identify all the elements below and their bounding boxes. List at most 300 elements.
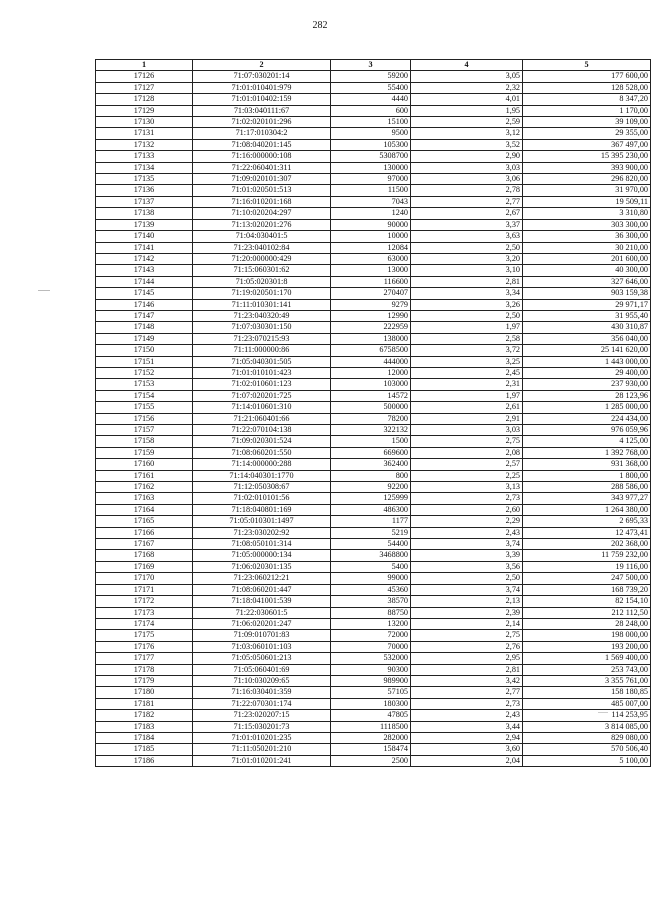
row-number-cell: 17129: [96, 105, 193, 116]
value-cell: 903 159,38: [523, 288, 651, 299]
value-cell: 296 820,00: [523, 174, 651, 185]
value-cell: 19 116,00: [523, 561, 651, 572]
table-row: [96, 265, 651, 276]
row-number-cell: 17171: [96, 584, 193, 595]
cadastral-number-cell: 71:11:000000:86: [193, 345, 331, 356]
cadastral-number-cell: 71:01:010201:241: [193, 755, 331, 766]
cadastral-number-cell: 71:01:010401:979: [193, 82, 331, 93]
rate-cell: 1,95: [411, 105, 523, 116]
cadastral-number-cell: 71:11:050201:210: [193, 744, 331, 755]
table-row: [96, 402, 651, 413]
area-cell: 14572: [331, 390, 411, 401]
area-cell: 72000: [331, 630, 411, 641]
area-cell: 54400: [331, 539, 411, 550]
area-cell: 5400: [331, 561, 411, 572]
rate-cell: 3,60: [411, 744, 523, 755]
table-row: [96, 436, 651, 447]
area-cell: 5308700: [331, 151, 411, 162]
table-row: [96, 242, 651, 253]
value-cell: 1 443 000,00: [523, 356, 651, 367]
value-cell: 4 125,00: [523, 436, 651, 447]
row-number-cell: 17167: [96, 539, 193, 550]
value-cell: 202 368,00: [523, 539, 651, 550]
cadastral-number-cell: 71:01:020501:513: [193, 185, 331, 196]
value-cell: 327 646,00: [523, 276, 651, 287]
row-number-cell: 17183: [96, 721, 193, 732]
cadastral-number-cell: 71:02:020101:296: [193, 117, 331, 128]
rate-cell: 2,94: [411, 732, 523, 743]
area-cell: 362400: [331, 459, 411, 470]
row-number-cell: 17147: [96, 310, 193, 321]
value-cell: 31 970,00: [523, 185, 651, 196]
value-cell: 28 123,96: [523, 390, 651, 401]
row-number-cell: 17137: [96, 196, 193, 207]
area-cell: 669600: [331, 447, 411, 458]
cadastral-number-cell: 71:20:000000:429: [193, 253, 331, 264]
row-number-cell: 17180: [96, 687, 193, 698]
cadastral-number-cell: 71:01:010402:159: [193, 94, 331, 105]
rate-cell: 2,81: [411, 276, 523, 287]
row-number-cell: 17134: [96, 162, 193, 173]
table-row: [96, 618, 651, 629]
rate-cell: 3,25: [411, 356, 523, 367]
table-row: [96, 128, 651, 139]
value-cell: 15 395 230,00: [523, 151, 651, 162]
rate-cell: 2,76: [411, 641, 523, 652]
area-cell: 1240: [331, 208, 411, 219]
area-cell: 125999: [331, 493, 411, 504]
cadastral-number-cell: 71:06:020201:247: [193, 618, 331, 629]
value-cell: 1 800,00: [523, 470, 651, 481]
area-cell: 322132: [331, 425, 411, 436]
area-cell: 1500: [331, 436, 411, 447]
rate-cell: 2,95: [411, 653, 523, 664]
cadastral-number-cell: 71:18:040801:169: [193, 504, 331, 515]
table-row: [96, 653, 651, 664]
table-row: [96, 185, 651, 196]
value-cell: 1 569 400,00: [523, 653, 651, 664]
row-number-cell: 17173: [96, 607, 193, 618]
row-number-cell: 17130: [96, 117, 193, 128]
table-row: [96, 288, 651, 299]
table-row: [96, 367, 651, 378]
rate-cell: 3,26: [411, 299, 523, 310]
row-number-cell: 17127: [96, 82, 193, 93]
table-row: [96, 390, 651, 401]
value-cell: 30 210,00: [523, 242, 651, 253]
row-number-cell: 17138: [96, 208, 193, 219]
cadastral-number-cell: 71:23:020207:15: [193, 710, 331, 721]
value-cell: 201 600,00: [523, 253, 651, 264]
rate-cell: 2,59: [411, 117, 523, 128]
value-cell: 19 509,11: [523, 196, 651, 207]
area-cell: 270407: [331, 288, 411, 299]
cadastral-number-cell: 71:10:030209:65: [193, 675, 331, 686]
area-cell: 444000: [331, 356, 411, 367]
area-cell: 12990: [331, 310, 411, 321]
cadastral-number-cell: 71:08:060201:447: [193, 584, 331, 595]
rate-cell: 2,43: [411, 710, 523, 721]
rate-cell: 2,61: [411, 402, 523, 413]
rate-cell: 2,73: [411, 493, 523, 504]
area-cell: 11500: [331, 185, 411, 196]
column-header-2: 2: [193, 60, 331, 71]
value-cell: 1 170,00: [523, 105, 651, 116]
area-cell: 47805: [331, 710, 411, 721]
rate-cell: 2,08: [411, 447, 523, 458]
table-row: [96, 162, 651, 173]
table-row: [96, 447, 651, 458]
rate-cell: 2,77: [411, 687, 523, 698]
cadastral-number-cell: 71:16:000000:108: [193, 151, 331, 162]
value-cell: 253 743,00: [523, 664, 651, 675]
row-number-cell: 17136: [96, 185, 193, 196]
row-number-cell: 17179: [96, 675, 193, 686]
table-row: [96, 459, 651, 470]
column-header-5: 5: [523, 60, 651, 71]
area-cell: 70000: [331, 641, 411, 652]
area-cell: 7043: [331, 196, 411, 207]
table-row: [96, 573, 651, 584]
area-cell: 222959: [331, 322, 411, 333]
value-cell: 168 739,20: [523, 584, 651, 595]
table-row: [96, 356, 651, 367]
cadastral-number-cell: 71:14:000000:288: [193, 459, 331, 470]
table-row: [96, 333, 651, 344]
table-row: [96, 425, 651, 436]
table-row: [96, 482, 651, 493]
row-number-cell: 17164: [96, 504, 193, 515]
cadastral-number-cell: 71:14:040301:1770: [193, 470, 331, 481]
cadastral-number-cell: 71:14:010601:310: [193, 402, 331, 413]
row-number-cell: 17165: [96, 516, 193, 527]
cadastral-number-cell: 71:11:010301:141: [193, 299, 331, 310]
area-cell: 63000: [331, 253, 411, 264]
table-row: [96, 527, 651, 538]
area-cell: 10000: [331, 231, 411, 242]
table-row: [96, 675, 651, 686]
rate-cell: 2,32: [411, 82, 523, 93]
area-cell: 97000: [331, 174, 411, 185]
row-number-cell: 17152: [96, 367, 193, 378]
row-number-cell: 17133: [96, 151, 193, 162]
data-table: [95, 59, 651, 767]
rate-cell: 2,04: [411, 755, 523, 766]
rate-cell: 2,58: [411, 333, 523, 344]
table-row: [96, 630, 651, 641]
rate-cell: 3,03: [411, 425, 523, 436]
table-row: [96, 664, 651, 675]
row-number-cell: 17174: [96, 618, 193, 629]
row-number-cell: 17148: [96, 322, 193, 333]
cadastral-number-cell: 71:19:020501:170: [193, 288, 331, 299]
area-cell: 38570: [331, 596, 411, 607]
row-number-cell: 17131: [96, 128, 193, 139]
cadastral-number-cell: 71:23:060212:21: [193, 573, 331, 584]
row-number-cell: 17142: [96, 253, 193, 264]
area-cell: 103000: [331, 379, 411, 390]
cadastral-number-cell: 71:07:030301:150: [193, 322, 331, 333]
cadastral-number-cell: 71:05:040301:505: [193, 356, 331, 367]
table-row: [96, 174, 651, 185]
row-number-cell: 17157: [96, 425, 193, 436]
cadastral-number-cell: 71:22:070104:138: [193, 425, 331, 436]
row-number-cell: 17182: [96, 710, 193, 721]
row-number-cell: 17178: [96, 664, 193, 675]
value-cell: 303 300,00: [523, 219, 651, 230]
cadastral-number-cell: 71:22:070301:174: [193, 698, 331, 709]
area-cell: 130000: [331, 162, 411, 173]
cadastral-number-cell: 71:22:030601:5: [193, 607, 331, 618]
value-cell: 393 900,00: [523, 162, 651, 173]
area-cell: 99000: [331, 573, 411, 584]
rate-cell: 2,91: [411, 413, 523, 424]
rate-cell: 3,74: [411, 584, 523, 595]
row-number-cell: 17140: [96, 231, 193, 242]
area-cell: 180300: [331, 698, 411, 709]
value-cell: 237 930,00: [523, 379, 651, 390]
cadastral-number-cell: 71:05:020301:8: [193, 276, 331, 287]
rate-cell: 3,13: [411, 482, 523, 493]
rate-cell: 3,63: [411, 231, 523, 242]
table-row: [96, 493, 651, 504]
area-cell: 90300: [331, 664, 411, 675]
area-cell: 989900: [331, 675, 411, 686]
value-cell: 5 100,00: [523, 755, 651, 766]
area-cell: 138000: [331, 333, 411, 344]
scan-mark-left: [38, 290, 50, 291]
row-number-cell: 17128: [96, 94, 193, 105]
row-number-cell: 17158: [96, 436, 193, 447]
rate-cell: 3,10: [411, 265, 523, 276]
value-cell: 128 528,00: [523, 82, 651, 93]
row-number-cell: 17145: [96, 288, 193, 299]
table-row: [96, 755, 651, 766]
area-cell: 88750: [331, 607, 411, 618]
table-row: [96, 504, 651, 515]
value-cell: 29 355,00: [523, 128, 651, 139]
cadastral-number-cell: 71:07:030201:14: [193, 71, 331, 82]
value-cell: 36 300,00: [523, 231, 651, 242]
area-cell: 6758500: [331, 345, 411, 356]
value-cell: 193 200,00: [523, 641, 651, 652]
value-cell: 430 310,87: [523, 322, 651, 333]
value-cell: 1 392 768,00: [523, 447, 651, 458]
table-row: [96, 744, 651, 755]
value-cell: 29 971,17: [523, 299, 651, 310]
rate-cell: 3,37: [411, 219, 523, 230]
value-cell: 11 759 232,00: [523, 550, 651, 561]
value-cell: 3 310,80: [523, 208, 651, 219]
row-number-cell: 17163: [96, 493, 193, 504]
rate-cell: 3,56: [411, 561, 523, 572]
rate-cell: 3,74: [411, 539, 523, 550]
value-cell: 570 506,40: [523, 744, 651, 755]
area-cell: 1177: [331, 516, 411, 527]
row-number-cell: 17141: [96, 242, 193, 253]
value-cell: 485 007,00: [523, 698, 651, 709]
rate-cell: 2,77: [411, 196, 523, 207]
row-number-cell: 17149: [96, 333, 193, 344]
row-number-cell: 17169: [96, 561, 193, 572]
area-cell: 2500: [331, 755, 411, 766]
rate-cell: 3,05: [411, 71, 523, 82]
cadastral-number-cell: 71:05:060401:69: [193, 664, 331, 675]
table-row: [96, 539, 651, 550]
cadastral-number-cell: 71:08:050101:314: [193, 539, 331, 550]
row-number-cell: 17168: [96, 550, 193, 561]
page-number: 282: [312, 20, 328, 31]
value-cell: 931 368,00: [523, 459, 651, 470]
row-number-cell: 17166: [96, 527, 193, 538]
value-cell: 343 977,27: [523, 493, 651, 504]
header-row: [96, 60, 651, 71]
cadastral-number-cell: 71:22:060401:311: [193, 162, 331, 173]
value-cell: 247 500,00: [523, 573, 651, 584]
value-cell: 1 285 000,00: [523, 402, 651, 413]
rate-cell: 2,50: [411, 573, 523, 584]
cadastral-number-cell: 71:23:040320:49: [193, 310, 331, 321]
row-number-cell: 17135: [96, 174, 193, 185]
area-cell: 600: [331, 105, 411, 116]
cadastral-number-cell: 71:17:010304:2: [193, 128, 331, 139]
value-cell: 367 497,00: [523, 139, 651, 150]
row-number-cell: 17161: [96, 470, 193, 481]
cadastral-number-cell: 71:05:000000:134: [193, 550, 331, 561]
value-cell: 29 400,00: [523, 367, 651, 378]
table-row: [96, 732, 651, 743]
cadastral-number-cell: 71:12:050308:67: [193, 482, 331, 493]
table-row: [96, 94, 651, 105]
value-cell: 82 154,10: [523, 596, 651, 607]
table-row: [96, 299, 651, 310]
table-row: [96, 71, 651, 82]
area-cell: 13200: [331, 618, 411, 629]
table-row: [96, 607, 651, 618]
value-cell: 177 600,00: [523, 71, 651, 82]
rate-cell: 2,31: [411, 379, 523, 390]
cadastral-number-cell: 71:07:020201:725: [193, 390, 331, 401]
table-row: [96, 470, 651, 481]
rate-cell: 3,52: [411, 139, 523, 150]
value-cell: 1 264 380,00: [523, 504, 651, 515]
rate-cell: 2,75: [411, 436, 523, 447]
value-cell: 158 180,85: [523, 687, 651, 698]
area-cell: 486300: [331, 504, 411, 515]
row-number-cell: 17132: [96, 139, 193, 150]
rate-cell: 2,67: [411, 208, 523, 219]
area-cell: 55400: [331, 82, 411, 93]
value-cell: 212 112,50: [523, 607, 651, 618]
area-cell: 5219: [331, 527, 411, 538]
rate-cell: 3,06: [411, 174, 523, 185]
area-cell: 116600: [331, 276, 411, 287]
table-body: [96, 71, 651, 767]
cadastral-number-cell: 71:09:020301:524: [193, 436, 331, 447]
row-number-cell: 17185: [96, 744, 193, 755]
table-row: [96, 117, 651, 128]
table-row: [96, 345, 651, 356]
value-cell: 114 253,95: [523, 710, 651, 721]
cadastral-number-cell: 71:15:030201:73: [193, 721, 331, 732]
rate-cell: 2,45: [411, 367, 523, 378]
rate-cell: 2,81: [411, 664, 523, 675]
row-number-cell: 17153: [96, 379, 193, 390]
row-number-cell: 17181: [96, 698, 193, 709]
area-cell: 800: [331, 470, 411, 481]
cadastral-number-cell: 71:02:010101:56: [193, 493, 331, 504]
cadastral-number-cell: 71:09:020101:307: [193, 174, 331, 185]
cadastral-number-cell: 71:13:020201:276: [193, 219, 331, 230]
value-cell: 976 059,96: [523, 425, 651, 436]
area-cell: 282000: [331, 732, 411, 743]
rate-cell: 2,13: [411, 596, 523, 607]
rate-cell: 2,25: [411, 470, 523, 481]
scan-mark-right: [598, 712, 608, 713]
row-number-cell: 17177: [96, 653, 193, 664]
cadastral-number-cell: 71:18:041001:539: [193, 596, 331, 607]
row-number-cell: 17139: [96, 219, 193, 230]
row-number-cell: 17155: [96, 402, 193, 413]
cadastral-number-cell: 71:06:020301:135: [193, 561, 331, 572]
cadastral-number-cell: 71:15:060301:62: [193, 265, 331, 276]
area-cell: 12000: [331, 367, 411, 378]
table-row: [96, 721, 651, 732]
row-number-cell: 17186: [96, 755, 193, 766]
value-cell: 224 434,00: [523, 413, 651, 424]
cadastral-number-cell: 71:23:070215:93: [193, 333, 331, 344]
rate-cell: 3,12: [411, 128, 523, 139]
rate-cell: 3,39: [411, 550, 523, 561]
cadastral-number-cell: 71:21:060401:66: [193, 413, 331, 424]
area-cell: 13000: [331, 265, 411, 276]
table-row: [96, 253, 651, 264]
rate-cell: 2,90: [411, 151, 523, 162]
value-cell: 3 355 761,00: [523, 675, 651, 686]
area-cell: 532000: [331, 653, 411, 664]
table-row: [96, 379, 651, 390]
rate-cell: 2,60: [411, 504, 523, 515]
cadastral-number-cell: 71:05:050601:213: [193, 653, 331, 664]
table-row: [96, 698, 651, 709]
table-row: [96, 413, 651, 424]
area-cell: 3468800: [331, 550, 411, 561]
column-header-1: 1: [96, 60, 193, 71]
rate-cell: 3,44: [411, 721, 523, 732]
table-row: [96, 105, 651, 116]
rate-cell: 1,97: [411, 390, 523, 401]
area-cell: 500000: [331, 402, 411, 413]
rate-cell: 3,72: [411, 345, 523, 356]
value-cell: 39 109,00: [523, 117, 651, 128]
cadastral-number-cell: 71:03:040111:67: [193, 105, 331, 116]
area-cell: 57105: [331, 687, 411, 698]
value-cell: 288 586,00: [523, 482, 651, 493]
table-row: [96, 310, 651, 321]
value-cell: 31 955,40: [523, 310, 651, 321]
row-number-cell: 17160: [96, 459, 193, 470]
row-number-cell: 17175: [96, 630, 193, 641]
rate-cell: 2,73: [411, 698, 523, 709]
cadastral-number-cell: 71:05:010301:1497: [193, 516, 331, 527]
value-cell: 28 248,00: [523, 618, 651, 629]
rate-cell: 3,42: [411, 675, 523, 686]
value-cell: 3 814 085,00: [523, 721, 651, 732]
area-cell: 158474: [331, 744, 411, 755]
table-row: [96, 231, 651, 242]
table-row: [96, 687, 651, 698]
row-number-cell: 17184: [96, 732, 193, 743]
